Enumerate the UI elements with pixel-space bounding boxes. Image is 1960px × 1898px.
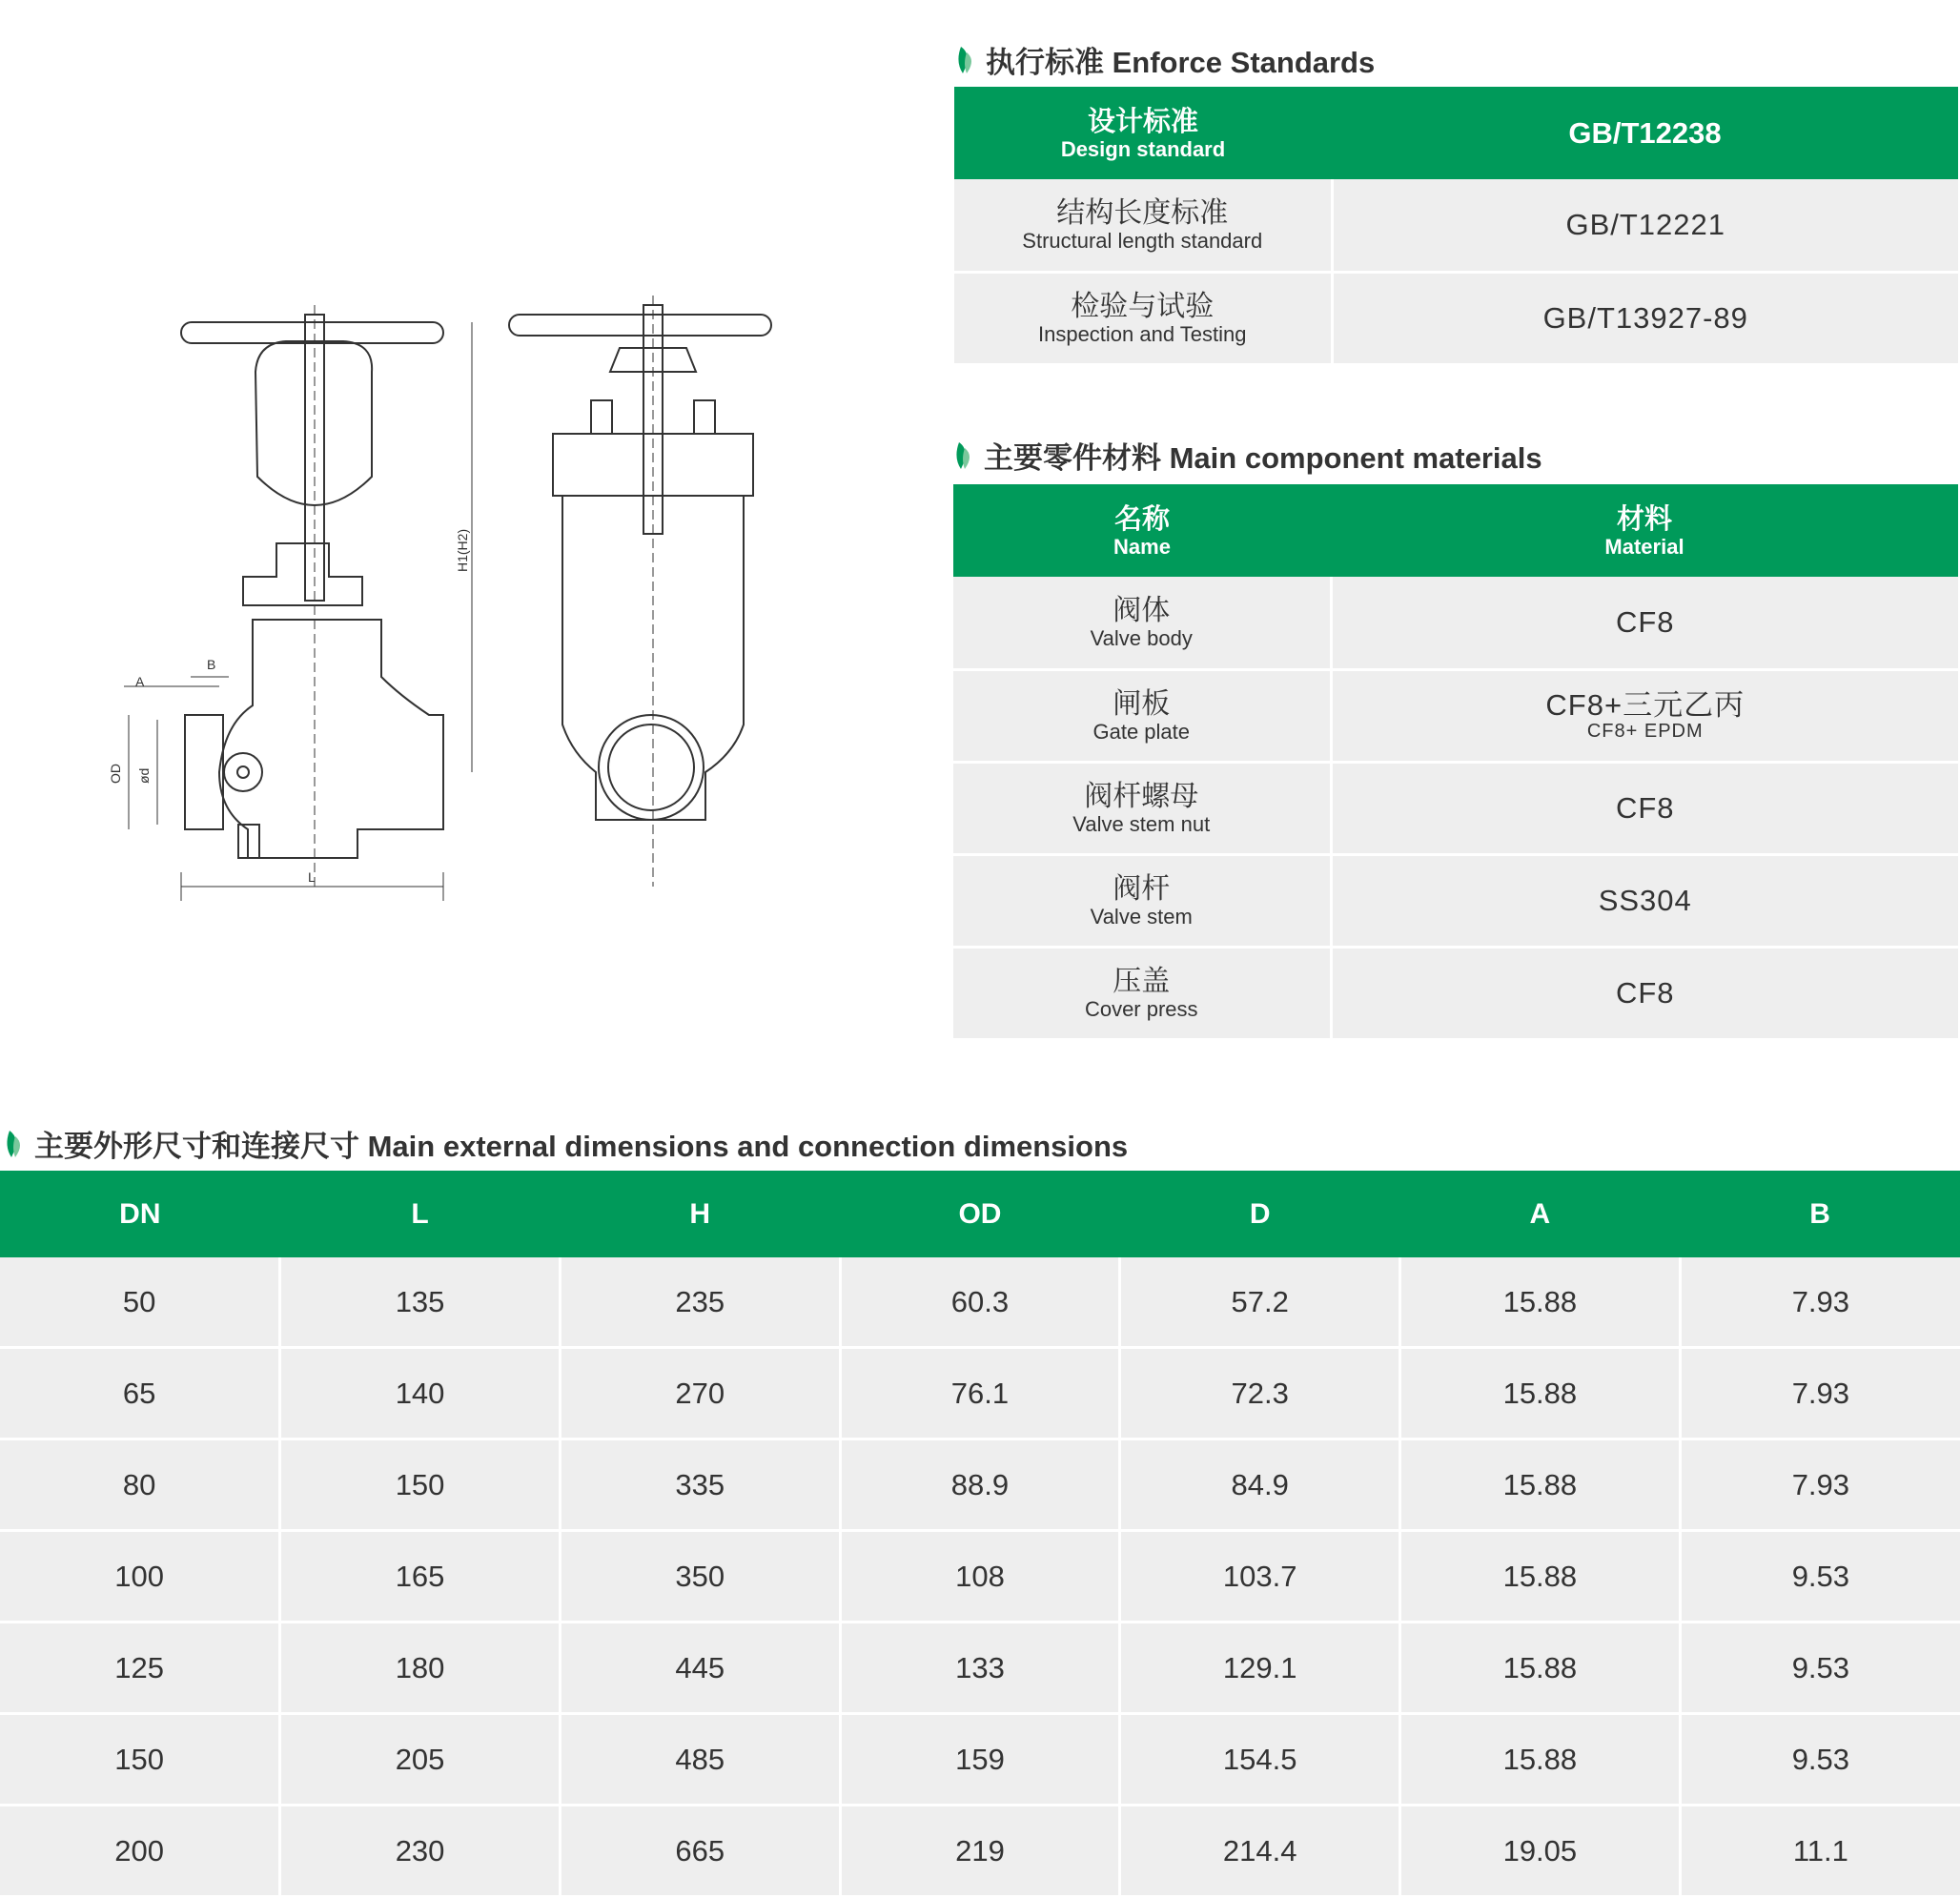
- cell-a: 15.88: [1400, 1622, 1681, 1714]
- table-row: [0, 1531, 1960, 1622]
- column-header-d: D: [1120, 1171, 1400, 1257]
- component-name: 闸板 Gate plate: [953, 669, 1331, 762]
- cell-od: 159: [840, 1714, 1120, 1806]
- design-standard-value: GB/T12238: [1332, 87, 1958, 179]
- groove-end-left: [185, 715, 223, 829]
- materials-title-text: 主要零件材料 Main component materials: [984, 441, 1542, 475]
- cell-h: 445: [560, 1622, 840, 1714]
- component-name: 压盖 Cover press: [953, 947, 1331, 1039]
- cell-d: 84.9: [1120, 1439, 1400, 1531]
- table-row: [0, 1806, 1960, 1897]
- dim-label-l: L: [308, 869, 316, 885]
- handwheel-left: [181, 322, 443, 343]
- column-header-h: H: [560, 1171, 840, 1257]
- component-name: 阀杆 Valve stem: [953, 854, 1331, 947]
- cell-a: 15.88: [1400, 1439, 1681, 1531]
- cell-od: 219: [840, 1806, 1120, 1897]
- cell-d: 103.7: [1120, 1531, 1400, 1622]
- material-header: 材料 Material: [1331, 484, 1958, 577]
- cell-dn: 125: [0, 1622, 280, 1714]
- name-header: 名称 Name: [953, 484, 1331, 577]
- table-row: [0, 1622, 1960, 1714]
- cell-h: 665: [560, 1806, 840, 1897]
- cell-h: 350: [560, 1531, 840, 1622]
- dim-label-d: ød: [136, 767, 152, 784]
- valve-body-left: [219, 620, 443, 858]
- standard-row-value: GB/T12221: [1332, 179, 1958, 272]
- valve-technical-drawing: [108, 276, 782, 915]
- standards-section-title: [953, 38, 1375, 81]
- cell-l: 140: [280, 1348, 561, 1439]
- component-material: CF8: [1331, 577, 1958, 669]
- cell-l: 165: [280, 1531, 561, 1622]
- cell-dn: 200: [0, 1806, 280, 1897]
- cell-l: 230: [280, 1806, 561, 1897]
- column-header-l: L: [280, 1171, 561, 1257]
- cell-b: 9.53: [1680, 1622, 1960, 1714]
- cell-d: 72.3: [1120, 1348, 1400, 1439]
- cell-dn: 80: [0, 1439, 280, 1531]
- component-material: CF8: [1331, 947, 1958, 1039]
- cell-od: 108: [840, 1531, 1120, 1622]
- component-material: CF8: [1331, 762, 1958, 854]
- cell-l: 180: [280, 1622, 561, 1714]
- table-row: [0, 1348, 1960, 1439]
- dimensions-section-title: [2, 1122, 1128, 1165]
- leaf-icon: [2, 1129, 25, 1159]
- cell-a: 15.88: [1400, 1714, 1681, 1806]
- column-header-od: OD: [840, 1171, 1120, 1257]
- design-standard-header: 设计标准 Design standard: [954, 87, 1332, 179]
- table-row: [0, 1439, 1960, 1531]
- table-row: [0, 1257, 1960, 1348]
- cell-dn: 150: [0, 1714, 280, 1806]
- cell-h: 485: [560, 1714, 840, 1806]
- cell-l: 135: [280, 1257, 561, 1348]
- cell-od: 60.3: [840, 1257, 1120, 1348]
- component-name: 阀杆螺母 Valve stem nut: [953, 762, 1331, 854]
- cell-h: 270: [560, 1348, 840, 1439]
- cell-d: 154.5: [1120, 1714, 1400, 1806]
- component-material: CF8+三元乙丙 CF8+ EPDM: [1331, 669, 1958, 762]
- cell-b: 9.53: [1680, 1531, 1960, 1622]
- component-name: 阀体 Valve body: [953, 577, 1331, 669]
- leaf-icon: [953, 45, 976, 75]
- handwheel-right: [509, 315, 771, 336]
- cell-l: 205: [280, 1714, 561, 1806]
- cell-a: 19.05: [1400, 1806, 1681, 1897]
- leaf-icon: [951, 440, 974, 471]
- cell-od: 133: [840, 1622, 1120, 1714]
- cell-l: 150: [280, 1439, 561, 1531]
- yoke-left: [255, 341, 372, 505]
- dimensions-title-text: 主要外形尺寸和连接尺寸 Main external dimensions and connection dimensions: [34, 1130, 1129, 1163]
- standard-row-value: GB/T13927-89: [1332, 272, 1958, 364]
- column-header-dn: DN: [0, 1171, 280, 1257]
- column-header-b: B: [1680, 1171, 1960, 1257]
- cell-a: 15.88: [1400, 1531, 1681, 1622]
- cell-b: 11.1: [1680, 1806, 1960, 1897]
- cell-b: 7.93: [1680, 1439, 1960, 1531]
- standards-table: [954, 87, 1958, 366]
- component-material: SS304: [1331, 854, 1958, 947]
- standard-row-label: 检验与试验 Inspection and Testing: [954, 272, 1332, 364]
- cell-d: 129.1: [1120, 1622, 1400, 1714]
- standard-row-label: 结构长度标准 Structural length standard: [954, 179, 1332, 272]
- cell-dn: 65: [0, 1348, 280, 1439]
- cell-od: 76.1: [840, 1348, 1120, 1439]
- cell-h: 235: [560, 1257, 840, 1348]
- cell-b: 7.93: [1680, 1257, 1960, 1348]
- column-header-a: A: [1400, 1171, 1681, 1257]
- cell-b: 9.53: [1680, 1714, 1960, 1806]
- cell-a: 15.88: [1400, 1348, 1681, 1439]
- dim-label-h: H1(H2): [455, 528, 470, 572]
- materials-section-title: [951, 434, 1542, 477]
- cell-od: 88.9: [840, 1439, 1120, 1531]
- dimensions-table: [0, 1171, 1960, 1898]
- cell-d: 57.2: [1120, 1257, 1400, 1348]
- cell-dn: 50: [0, 1257, 280, 1348]
- materials-table: [953, 484, 1958, 1041]
- cell-a: 15.88: [1400, 1257, 1681, 1348]
- dim-label-od: OD: [108, 764, 123, 784]
- cell-d: 214.4: [1120, 1806, 1400, 1897]
- cell-h: 335: [560, 1439, 840, 1531]
- table-row: [0, 1714, 1960, 1806]
- dim-label-b: B: [207, 657, 216, 672]
- dim-label-a: A: [135, 674, 145, 689]
- cell-dn: 100: [0, 1531, 280, 1622]
- cell-b: 7.93: [1680, 1348, 1960, 1439]
- standards-title-text: 执行标准 Enforce Standards: [986, 46, 1376, 79]
- dimensions-header-row: [0, 1171, 1960, 1257]
